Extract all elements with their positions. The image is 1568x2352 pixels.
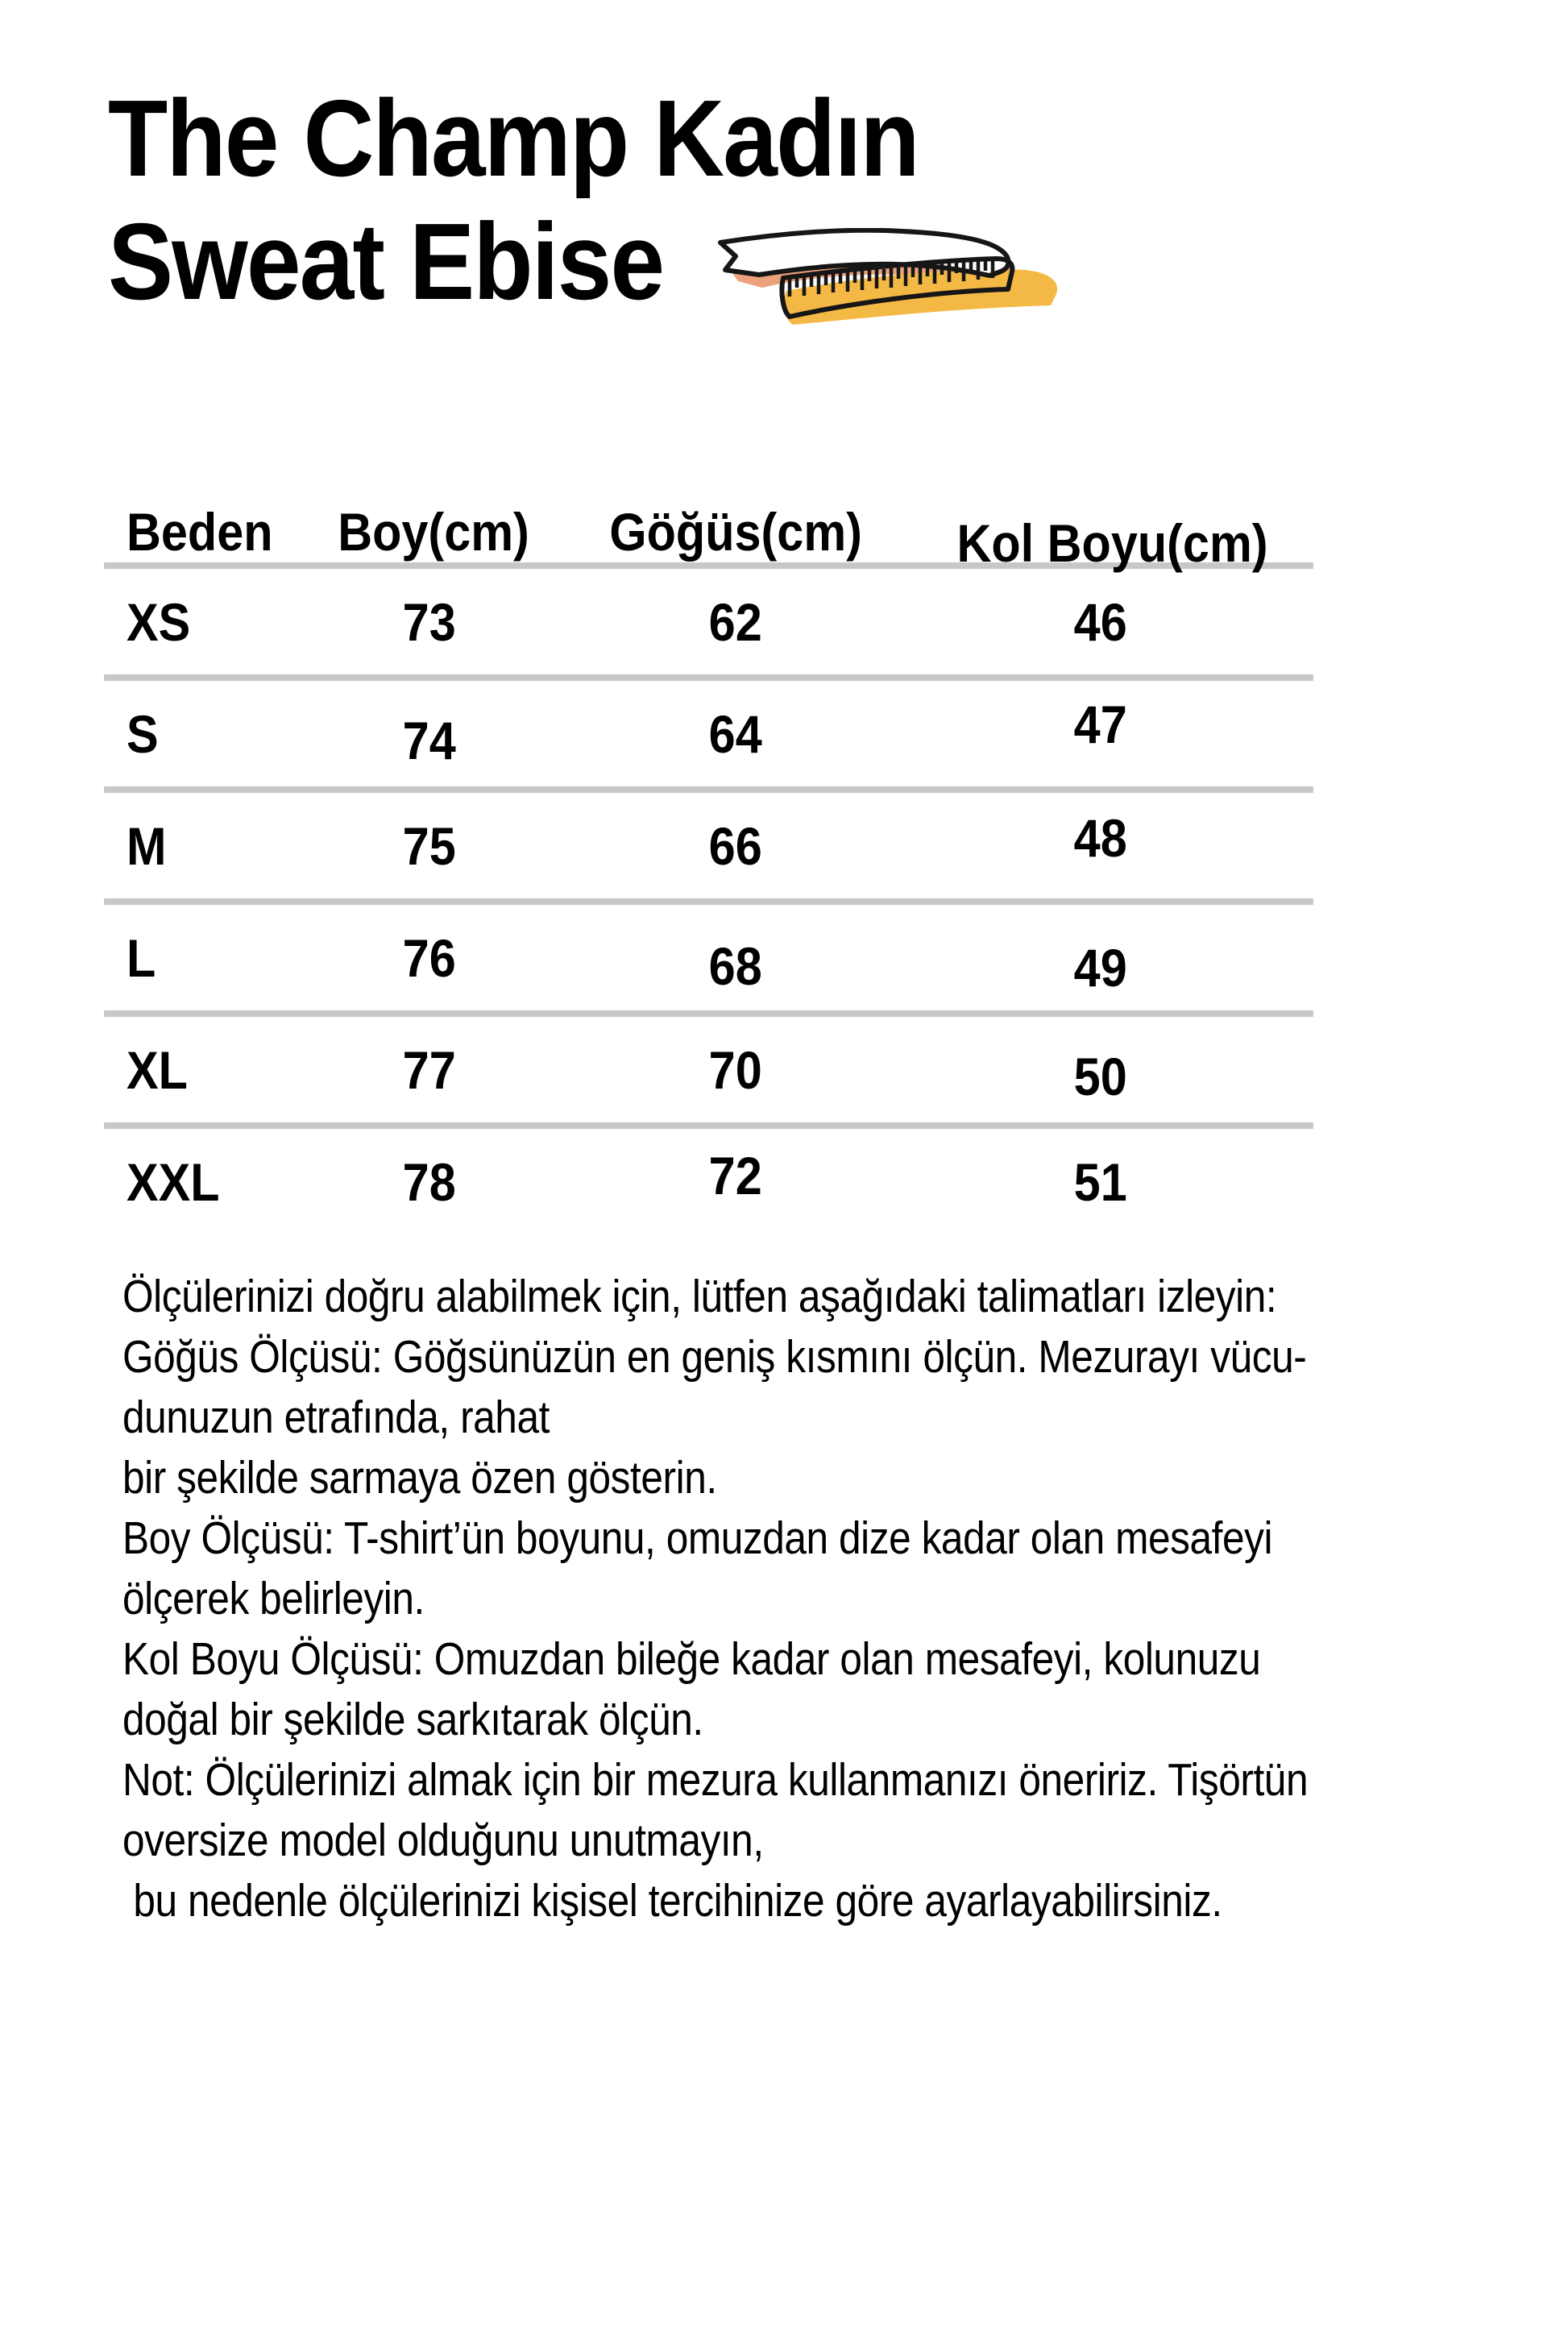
size-cell xyxy=(104,1151,327,1213)
kol-value: 50 xyxy=(1073,1046,1128,1106)
boy-cell xyxy=(327,591,532,653)
size-label: L xyxy=(127,927,156,988)
boy-value: 78 xyxy=(402,1151,457,1212)
gogus-cell xyxy=(532,1145,940,1213)
gogus-cell xyxy=(532,815,940,877)
table-row xyxy=(104,1017,1313,1129)
boy-value: 73 xyxy=(402,591,457,652)
table-row xyxy=(104,1129,1313,1234)
gogus-value: 62 xyxy=(708,591,763,652)
boy-cell xyxy=(327,927,532,989)
gogus-cell xyxy=(532,927,940,996)
gogus-value: 70 xyxy=(708,1039,763,1100)
kol-value: 47 xyxy=(1073,694,1128,754)
kol-value: 49 xyxy=(1073,937,1128,998)
table-row xyxy=(104,681,1313,793)
column-header-gogus: Göğüs(cm) xyxy=(609,502,862,562)
size-label: XXL xyxy=(127,1151,220,1212)
instruction-line: Kol Boyu Ölçüsü: Omuzdan bileğe kadar olan mesafeyi, kolunuzu xyxy=(122,1633,1261,1685)
kol-value: 51 xyxy=(1073,1151,1128,1212)
column-header-beden: Beden xyxy=(127,502,273,562)
size-label: S xyxy=(127,703,159,764)
kol-value: 46 xyxy=(1073,591,1128,652)
measurement-instructions xyxy=(122,1267,1308,1931)
table-row xyxy=(104,905,1313,1017)
kol-cell xyxy=(940,807,1313,877)
size-table xyxy=(104,490,1313,1234)
measuring-tape-icon xyxy=(709,228,1064,333)
instruction-line: Boy Ölçüsü: T-shirt’ün boyunu, omuzdan dize kadar olan mesafeyi xyxy=(122,1512,1273,1564)
title-line-2: Sweat Ebise xyxy=(108,201,664,322)
boy-cell xyxy=(327,1039,532,1101)
boy-cell xyxy=(327,703,532,770)
instruction-line: bir şekilde sarmaya özen gösterin. xyxy=(122,1452,717,1504)
instruction-line: Not: Ölçülerinizi almak için bir mezura kullanmanızı öneririz. Tişörtün xyxy=(122,1754,1309,1806)
instruction-line: dunuzun etrafında, rahat xyxy=(122,1392,550,1443)
gogus-cell xyxy=(532,703,940,765)
kol-cell xyxy=(940,927,1313,998)
instruction-line: bu nedenle ölçülerinizi kişisel tercihinize göre ayarlayabilirsiniz. xyxy=(122,1875,1222,1927)
column-header-kol-boyu: Kol Boyu(cm) xyxy=(956,513,1268,573)
boy-value: 75 xyxy=(402,815,457,876)
size-label: XS xyxy=(127,591,191,652)
gogus-value: 66 xyxy=(708,815,763,876)
table-row xyxy=(104,793,1313,905)
instruction-line: Göğüs Ölçüsü: Göğsünüzün en geniş kısmını ölçün. Mezurayı vücu- xyxy=(122,1331,1307,1383)
title-line-1: The Champ Kadın xyxy=(108,77,919,199)
column-header-boy: Boy(cm) xyxy=(338,502,529,562)
gogus-value: 72 xyxy=(708,1145,763,1205)
size-table-body xyxy=(104,569,1313,1234)
size-table-header xyxy=(104,490,1313,573)
gogus-cell xyxy=(532,591,940,653)
kol-cell xyxy=(940,1039,1313,1106)
boy-cell xyxy=(327,1151,532,1213)
boy-value: 77 xyxy=(402,1039,457,1100)
size-cell xyxy=(104,703,327,765)
gogus-value: 64 xyxy=(708,703,763,764)
kol-value: 48 xyxy=(1073,807,1128,868)
kol-cell xyxy=(940,694,1313,765)
size-label: M xyxy=(127,815,167,876)
instruction-line: doğal bir şekilde sarkıtarak ölçün. xyxy=(122,1694,703,1745)
size-cell xyxy=(104,927,327,989)
boy-value: 74 xyxy=(402,710,457,770)
table-row xyxy=(104,569,1313,681)
instruction-line: ölçerek belirleyin. xyxy=(122,1573,425,1624)
size-cell xyxy=(104,815,327,877)
boy-cell xyxy=(327,815,532,877)
size-label: XL xyxy=(127,1039,188,1100)
kol-cell xyxy=(940,591,1313,653)
gogus-value: 68 xyxy=(708,935,763,996)
gogus-cell xyxy=(532,1039,940,1101)
boy-value: 76 xyxy=(402,927,457,988)
instruction-line: oversize model olduğunu unutmayın, xyxy=(122,1815,764,1866)
kol-cell xyxy=(940,1151,1313,1213)
instruction-line: Ölçülerinizi doğru alabilmek için, lütfen aşağıdaki talimatları izleyin: xyxy=(122,1271,1277,1322)
size-cell xyxy=(104,1039,327,1101)
size-cell xyxy=(104,591,327,653)
